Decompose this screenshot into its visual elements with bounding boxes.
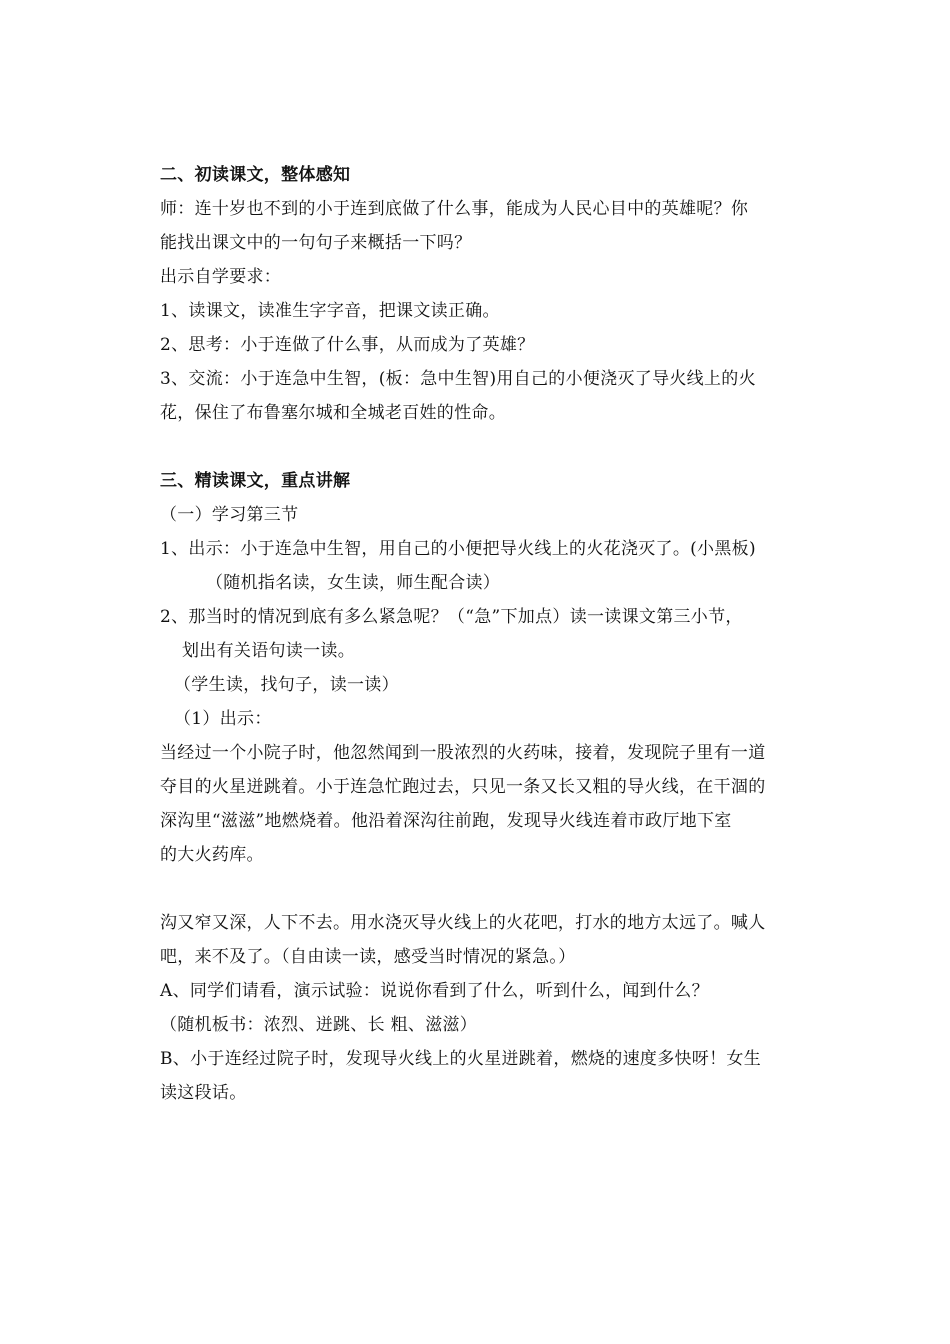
section2-heading: 二、初读课文，整体感知 (160, 165, 351, 185)
passage-line: 沟又窄又深，人下不去。用水浇灭导火线上的火花吧，打水的地方太远了。喊人 (160, 913, 766, 933)
text-line: 花，保住了布鲁塞尔城和全城老百姓的性命。 (160, 403, 506, 423)
passage-line: 夺目的火星迸跳着。小于连急忙跑过去，只见一条又长又粗的导火线，在干涸的 (160, 777, 766, 797)
list-item: 3、交流：小于连急中生智，(板：急中生智)用自己的小便浇灭了导火线上的火 (160, 369, 756, 389)
text-line: 能找出课文中的一句句子来概括一下吗？ (160, 233, 472, 253)
note-line: （随机板书：浓烈、迸跳、长 粗、滋滋） (160, 1015, 478, 1035)
subsection-heading: （一）学习第三节 (160, 505, 299, 525)
paragraph-gap (160, 872, 820, 906)
list-item: A、同学们请看，演示试验：说说你看到了什么，听到什么，闻到什么？ (160, 981, 709, 1001)
show-label: （1）出示： (174, 709, 272, 729)
list-item: 1、读课文，读准生字字音，把课文读正确。 (160, 301, 500, 321)
list-item: 2、思考：小于连做了什么事，从而成为了英雄？ (160, 335, 535, 355)
list-item: 1、出示：小于连急中生智，用自己的小便把导火线上的火花浇灭了。(小黑板) (160, 539, 756, 559)
document-body (160, 158, 820, 1110)
passage-line: 的大火药库。 (160, 845, 264, 865)
note-line: （学生读，找句子，读一读） (174, 675, 399, 695)
text-line: 师：连十岁也不到的小于连到底做了什么事，能成为人民心目中的英雄呢？你 (160, 199, 749, 219)
passage-line: 深沟里“滋滋”地燃烧着。他沿着深沟往前跑，发现导火线连着市政厅地下室 (160, 811, 732, 831)
text-line: 划出有关语句读一读。 (182, 641, 355, 661)
text-line: 出示自学要求： (160, 267, 282, 287)
note-line: （随机指名读，女生读，师生配合读） (206, 573, 501, 593)
list-item: B、小于连经过院子时，发现导火线上的火星迸跳着，燃烧的速度多快呀！女生 (160, 1049, 761, 1069)
paragraph-gap (160, 430, 820, 464)
passage-line: 当经过一个小院子时，他忽然闻到一股浓烈的火药味，接着，发现院子里有一道 (160, 743, 766, 763)
passage-line: 吧，来不及了。（自由读一读，感受当时情况的紧急。） (160, 947, 576, 967)
section3-heading: 三、精读课文，重点讲解 (160, 471, 351, 491)
list-item: 2、那当时的情况到底有多么紧急呢？（“急”下加点）读一读课文第三小节， (160, 607, 743, 627)
text-line: 读这段话。 (160, 1083, 247, 1103)
